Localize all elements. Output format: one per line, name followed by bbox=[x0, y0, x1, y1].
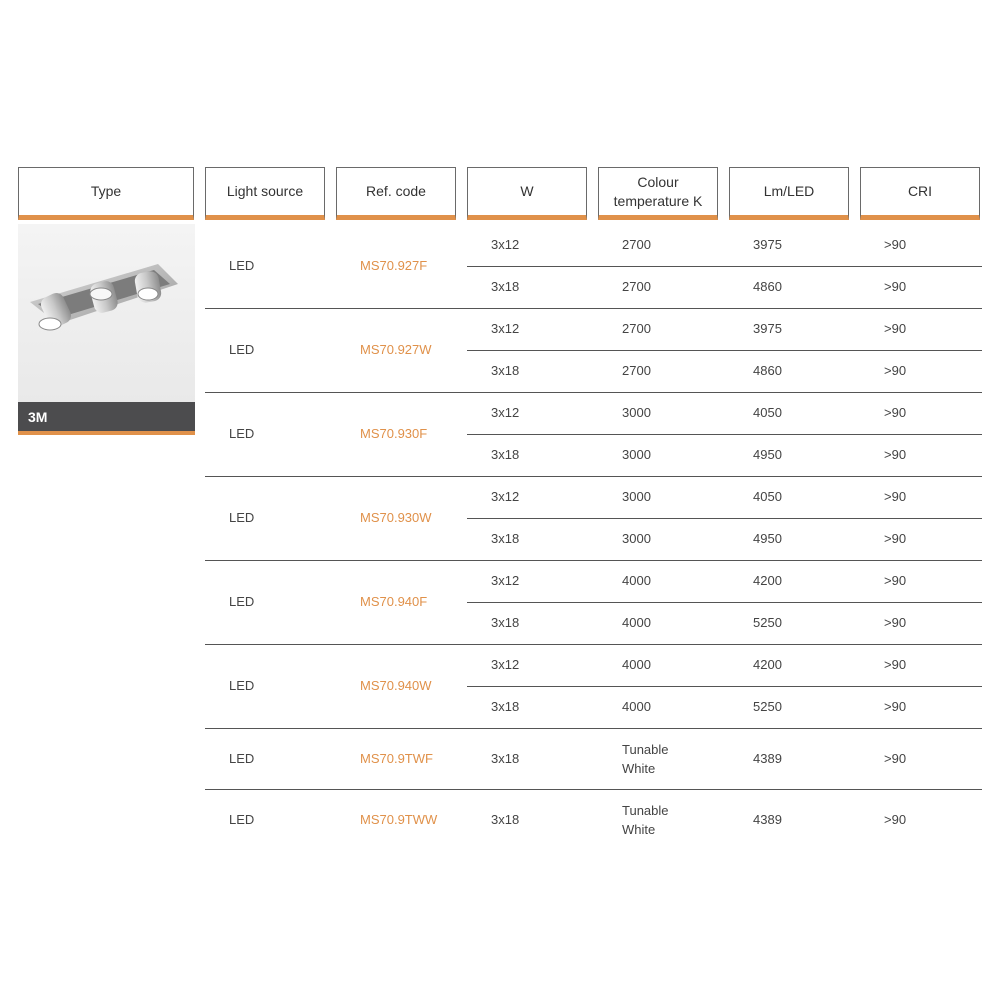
ref-code-cell: MS70.9TWW bbox=[360, 811, 438, 827]
row-divider bbox=[205, 789, 982, 790]
lumen-cell: 4950 bbox=[753, 531, 782, 546]
lumen-cell: 4050 bbox=[753, 489, 782, 504]
cri-cell: >90 bbox=[884, 405, 907, 420]
light-source-cell: LED bbox=[229, 594, 255, 609]
colour-temp-line1-cell: Tunable bbox=[622, 802, 669, 818]
cri-cell: >90 bbox=[884, 447, 907, 462]
sub-row-divider bbox=[467, 266, 982, 267]
cri-cell: >90 bbox=[884, 489, 907, 504]
light-source-cell: LED bbox=[229, 750, 255, 766]
row-divider bbox=[205, 392, 982, 393]
cri-cell: >90 bbox=[884, 321, 907, 336]
header-light-source-label: Light source bbox=[226, 183, 304, 200]
colour-temp-cell: 2700 bbox=[622, 279, 651, 294]
cri-cell: >90 bbox=[884, 750, 907, 766]
row-divider bbox=[205, 644, 982, 645]
ref-code-cell: MS70.930F bbox=[360, 426, 428, 441]
lumen-cell: 3975 bbox=[753, 321, 782, 336]
cri-cell: >90 bbox=[884, 363, 907, 378]
header-lm-led bbox=[729, 167, 849, 220]
header-cri bbox=[860, 167, 980, 220]
colour-temp-line2-cell: White bbox=[622, 760, 656, 776]
colour-temp-cell: 2700 bbox=[622, 237, 651, 252]
cri-cell: >90 bbox=[884, 531, 907, 546]
header-type-label: Type bbox=[90, 183, 122, 200]
wattage-cell: 3x18 bbox=[491, 699, 520, 714]
product-type-text: 3M bbox=[28, 408, 48, 425]
product-type-label bbox=[18, 402, 195, 435]
product-image-panel bbox=[18, 224, 195, 402]
cri-cell: >90 bbox=[884, 657, 907, 672]
lumen-cell: 4389 bbox=[753, 750, 782, 766]
header-w-label: W bbox=[520, 183, 534, 200]
lumen-cell: 5250 bbox=[753, 615, 782, 630]
light-source-cell: LED bbox=[229, 342, 255, 357]
row-divider bbox=[205, 476, 982, 477]
lumen-cell: 4389 bbox=[753, 811, 782, 827]
colour-temp-cell: 4000 bbox=[622, 657, 651, 672]
colour-temp-cell: 4000 bbox=[622, 615, 651, 630]
row-divider bbox=[205, 728, 982, 729]
cri-cell: >90 bbox=[884, 237, 907, 252]
cri-cell: >90 bbox=[884, 699, 907, 714]
sub-row-divider bbox=[467, 686, 982, 687]
lumen-cell: 4860 bbox=[753, 363, 782, 378]
wattage-cell: 3x12 bbox=[491, 405, 520, 420]
lumen-cell: 3975 bbox=[753, 237, 782, 252]
recessed-triple-spotlight-image bbox=[18, 224, 195, 402]
wattage-cell: 3x18 bbox=[491, 363, 520, 378]
ref-code-cell: MS70.930W bbox=[360, 510, 432, 525]
lumen-cell: 4050 bbox=[753, 405, 782, 420]
lumen-cell: 4950 bbox=[753, 447, 782, 462]
colour-temp-line2-cell: White bbox=[622, 821, 656, 837]
header-ref-code-label: Ref. code bbox=[366, 183, 426, 200]
cri-cell: >90 bbox=[884, 279, 907, 294]
wattage-cell: 3x12 bbox=[491, 489, 520, 504]
sub-row-divider bbox=[467, 434, 982, 435]
lumen-cell: 4200 bbox=[753, 657, 782, 672]
header-type bbox=[18, 167, 194, 220]
wattage-cell: 3x18 bbox=[491, 750, 520, 766]
row-divider bbox=[205, 308, 982, 309]
light-source-cell: LED bbox=[229, 258, 255, 273]
wattage-cell: 3x12 bbox=[491, 237, 520, 252]
light-source-cell: LED bbox=[229, 811, 255, 827]
header-ref-code bbox=[336, 167, 456, 220]
ref-code-cell: MS70.940W bbox=[360, 678, 432, 693]
cri-cell: >90 bbox=[884, 615, 907, 630]
sub-row-divider bbox=[467, 518, 982, 519]
ref-code-cell: MS70.927F bbox=[360, 258, 428, 273]
header-w bbox=[467, 167, 587, 220]
light-source-cell: LED bbox=[229, 678, 255, 693]
cri-cell: >90 bbox=[884, 811, 907, 827]
light-source-cell: LED bbox=[229, 510, 255, 525]
header-colour-temp-line2: temperature K bbox=[613, 192, 703, 209]
lumen-cell: 4860 bbox=[753, 279, 782, 294]
sub-row-divider bbox=[467, 350, 982, 351]
ref-code-cell: MS70.9TWF bbox=[360, 750, 433, 766]
colour-temp-cell: 4000 bbox=[622, 573, 651, 588]
colour-temp-cell: 2700 bbox=[622, 363, 651, 378]
row-divider bbox=[205, 560, 982, 561]
wattage-cell: 3x12 bbox=[491, 321, 520, 336]
colour-temp-cell: 4000 bbox=[622, 699, 651, 714]
colour-temp-cell: 2700 bbox=[622, 321, 651, 336]
cri-cell: >90 bbox=[884, 573, 907, 588]
lumen-cell: 5250 bbox=[753, 699, 782, 714]
sub-row-divider bbox=[467, 602, 982, 603]
wattage-cell: 3x18 bbox=[491, 447, 520, 462]
wattage-cell: 3x12 bbox=[491, 573, 520, 588]
light-source-cell: LED bbox=[229, 426, 255, 441]
colour-temp-line1-cell: Tunable bbox=[622, 741, 669, 757]
colour-temp-cell: 3000 bbox=[622, 489, 651, 504]
header-colour-temp-line1: Colour bbox=[637, 173, 679, 190]
wattage-cell: 3x18 bbox=[491, 531, 520, 546]
header-colour-temperature bbox=[598, 167, 718, 220]
wattage-cell: 3x18 bbox=[491, 615, 520, 630]
header-cri-label: CRI bbox=[907, 183, 933, 200]
colour-temp-cell: 3000 bbox=[622, 447, 651, 462]
wattage-cell: 3x18 bbox=[491, 811, 520, 827]
header-lm-led-label: Lm/LED bbox=[763, 183, 815, 200]
ref-code-cell: MS70.940F bbox=[360, 594, 428, 609]
wattage-cell: 3x18 bbox=[491, 279, 520, 294]
colour-temp-cell: 3000 bbox=[622, 531, 651, 546]
wattage-cell: 3x12 bbox=[491, 657, 520, 672]
colour-temp-cell: 3000 bbox=[622, 405, 651, 420]
header-light-source bbox=[205, 167, 325, 220]
ref-code-cell: MS70.927W bbox=[360, 342, 432, 357]
lumen-cell: 4200 bbox=[753, 573, 782, 588]
